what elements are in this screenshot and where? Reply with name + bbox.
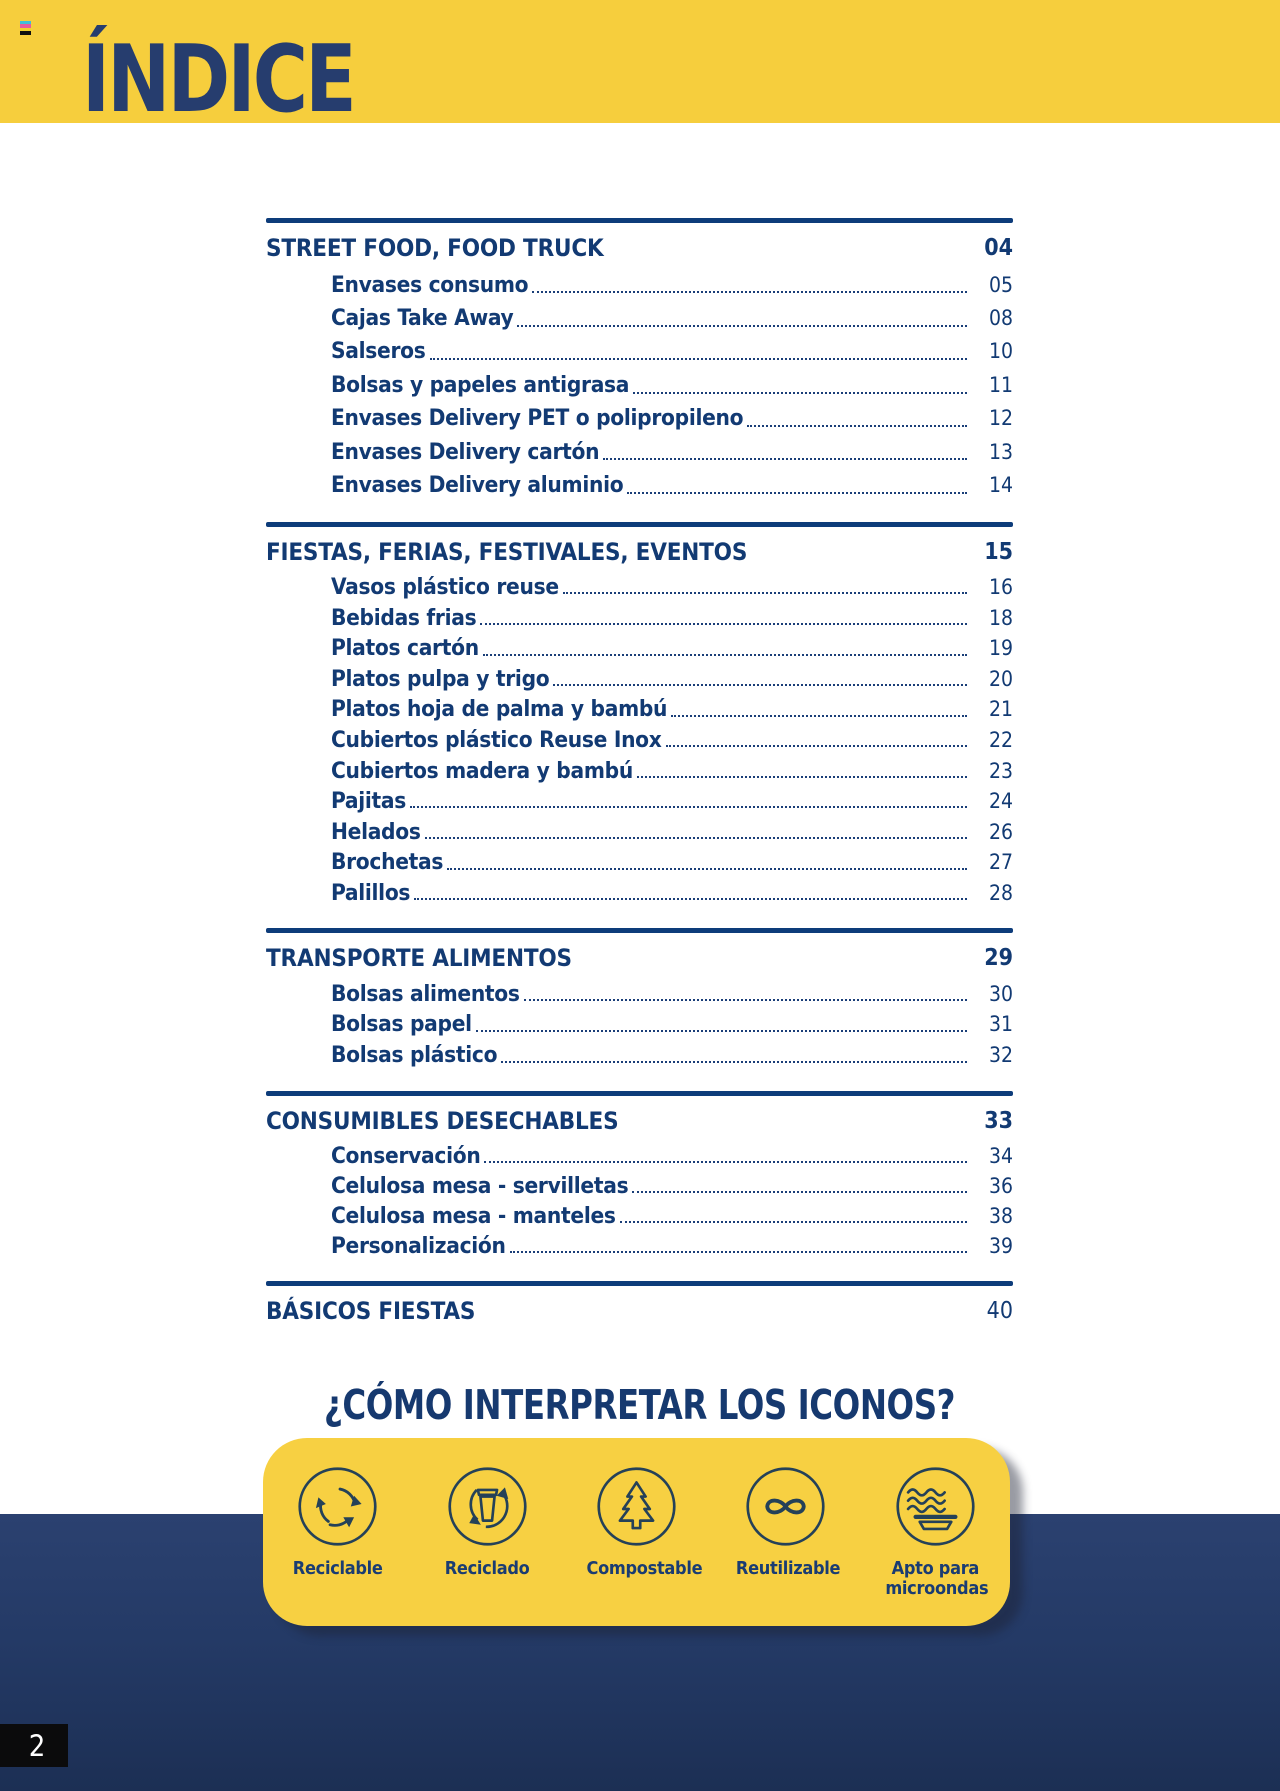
toc-entry[interactable] xyxy=(266,368,1013,401)
toc-entry-label: Bolsas y papeles antigrasa xyxy=(331,371,630,398)
toc-entry-page-number: 10 xyxy=(988,339,1013,364)
section-title: TRANSPORTE ALIMENTOS xyxy=(266,944,572,973)
toc-entry-page-number: 11 xyxy=(988,372,1013,397)
microwave-safe-icon xyxy=(894,1465,977,1548)
dotted-leader xyxy=(563,592,967,594)
toc-entry[interactable] xyxy=(266,1040,1013,1071)
toc-entry-page-number: 16 xyxy=(988,575,1013,600)
recycled-cup-icon xyxy=(446,1465,529,1548)
dotted-leader xyxy=(633,392,967,394)
dotted-leader xyxy=(483,654,967,656)
toc-entry-page-number: 22 xyxy=(988,728,1013,752)
toc-entry[interactable] xyxy=(266,468,1013,501)
legend-item-label: Compostable xyxy=(586,1558,703,1579)
toc-entry-label: Bolsas plástico xyxy=(331,1042,498,1069)
dotted-leader xyxy=(632,1191,967,1193)
toc-entry[interactable] xyxy=(266,978,1013,1009)
dotted-leader xyxy=(603,458,967,460)
toc-entry[interactable] xyxy=(266,402,1013,435)
toc-entry-label: Envases Delivery cartón xyxy=(331,438,600,465)
toc-entry[interactable] xyxy=(266,878,1013,909)
section-title: BÁSICOS FIESTAS xyxy=(266,1296,476,1325)
dotted-leader xyxy=(620,1221,967,1223)
toc-entry[interactable] xyxy=(266,633,1013,664)
toc-entry[interactable] xyxy=(266,572,1013,603)
toc-entry-label: Cubiertos madera y bambú xyxy=(331,757,633,784)
page-number-box xyxy=(0,1724,68,1767)
toc-entry-label: Bolsas alimentos xyxy=(331,980,520,1007)
dotted-leader xyxy=(671,715,967,717)
toc-entry[interactable] xyxy=(266,301,1013,334)
toc-entry[interactable] xyxy=(266,786,1013,817)
toc-entry-page-number: 32 xyxy=(988,1043,1013,1068)
toc-entry-label: Platos cartón xyxy=(331,635,479,662)
infinity-icon xyxy=(744,1465,827,1548)
table-of-contents xyxy=(266,218,1013,1331)
toc-entry-page-number: 13 xyxy=(988,439,1013,464)
toc-entry-page-number: 18 xyxy=(988,605,1013,630)
toc-entry-label: Envases Delivery aluminio xyxy=(331,472,624,499)
dotted-leader xyxy=(430,358,968,360)
toc-section xyxy=(266,522,1013,909)
dotted-leader xyxy=(484,1161,967,1163)
legend-item xyxy=(861,1465,1010,1599)
toc-entry-page-number: 31 xyxy=(988,1012,1013,1037)
section-header-row[interactable] xyxy=(266,223,1013,268)
toc-entry-page-number: 39 xyxy=(988,1233,1013,1258)
toc-entry[interactable] xyxy=(266,435,1013,468)
toc-entry-page-number: 12 xyxy=(988,406,1013,431)
toc-entry-label: Pajitas xyxy=(331,788,407,815)
toc-entry-page-number: 14 xyxy=(988,473,1013,498)
toc-entry-page-number: 19 xyxy=(988,636,1013,661)
toc-entry[interactable] xyxy=(266,755,1013,786)
dotted-leader xyxy=(627,492,967,494)
section-header-row[interactable] xyxy=(266,1096,1013,1141)
toc-entry[interactable] xyxy=(266,847,1013,878)
section-page-number: 33 xyxy=(984,1107,1013,1134)
dotted-leader xyxy=(501,1061,967,1063)
toc-entry-label: Celulosa mesa - manteles xyxy=(331,1202,616,1229)
legend-item-label: Reciclado xyxy=(444,1558,530,1579)
toc-entry[interactable] xyxy=(266,1171,1013,1201)
toc-entry-label: Platos pulpa y trigo xyxy=(331,665,550,692)
dotted-leader xyxy=(414,898,967,900)
toc-entry-label: Celulosa mesa - servilletas xyxy=(331,1172,629,1199)
toc-entry-label: Bebidas frias xyxy=(331,604,477,631)
section-title: STREET FOOD, FOOD TRUCK xyxy=(266,234,604,262)
toc-entry-page-number: 23 xyxy=(988,758,1013,783)
icons-legend-box xyxy=(263,1438,1010,1626)
section-items xyxy=(266,1141,1013,1261)
legend-item-label: Reutilizable xyxy=(735,1558,841,1579)
toc-entry-label: Cajas Take Away xyxy=(331,305,514,332)
dotted-leader xyxy=(747,425,967,427)
toc-entry-page-number: 20 xyxy=(988,666,1013,691)
dotted-leader xyxy=(666,745,967,747)
header-band xyxy=(0,0,1280,133)
dotted-leader xyxy=(532,291,967,293)
toc-entry[interactable] xyxy=(266,694,1013,725)
toc-entry[interactable] xyxy=(266,1231,1013,1261)
section-header-row[interactable] xyxy=(266,933,1013,978)
toc-entry-page-number: 38 xyxy=(988,1203,1013,1228)
toc-entry-label: Salseros xyxy=(331,338,426,365)
dotted-leader xyxy=(517,325,967,327)
toc-entry-page-number: 34 xyxy=(988,1143,1013,1168)
dotted-leader xyxy=(510,1251,967,1253)
toc-entry[interactable] xyxy=(266,664,1013,695)
dotted-leader xyxy=(476,1030,967,1032)
dotted-leader xyxy=(637,776,967,778)
section-page-number: 29 xyxy=(984,945,1013,972)
section-items xyxy=(266,978,1013,1070)
dotted-leader xyxy=(410,806,967,808)
page-title: ÍNDICE xyxy=(82,25,355,133)
toc-entry[interactable] xyxy=(266,335,1013,368)
section-page-number: 40 xyxy=(986,1297,1013,1324)
page-number: 2 xyxy=(28,1728,46,1763)
legend-item xyxy=(562,1465,711,1579)
section-header-row[interactable] xyxy=(266,527,1013,572)
toc-section xyxy=(266,218,1013,502)
toc-entry-page-number: 36 xyxy=(988,1173,1013,1198)
toc-section xyxy=(266,928,1013,1070)
section-items xyxy=(266,572,1013,909)
icons-legend-heading: ¿CÓMO INTERPRETAR LOS ICONOS? xyxy=(323,1381,956,1429)
dotted-leader xyxy=(524,999,967,1001)
legend-item-label: Reciclable xyxy=(292,1558,383,1579)
print-registration-mark xyxy=(20,21,31,35)
legend-item xyxy=(263,1465,412,1579)
section-title: FIESTAS, FERIAS, FESTIVALES, EVENTOS xyxy=(266,537,748,566)
legend-item-label: Apto para microondas xyxy=(885,1558,989,1600)
toc-entry[interactable] xyxy=(266,1009,1013,1040)
toc-entry-label: Platos hoja de palma y bambú xyxy=(331,696,668,723)
tree-icon xyxy=(595,1465,678,1548)
toc-entry[interactable] xyxy=(266,1141,1013,1171)
toc-entry-label: Conservación xyxy=(331,1142,481,1169)
recycle-icon xyxy=(296,1465,379,1548)
toc-entry-page-number: 24 xyxy=(988,789,1013,814)
section-header-row[interactable] xyxy=(266,1286,1013,1331)
toc-entry[interactable] xyxy=(266,1201,1013,1231)
toc-section xyxy=(266,1281,1013,1331)
section-page-number: 04 xyxy=(984,235,1013,261)
dotted-leader xyxy=(553,684,967,686)
toc-entry-label: Helados xyxy=(331,818,421,845)
toc-entry-page-number: 08 xyxy=(988,306,1013,331)
section-items xyxy=(266,268,1013,502)
toc-entry[interactable] xyxy=(266,816,1013,847)
toc-entry-label: Palillos xyxy=(331,879,411,906)
dotted-leader xyxy=(447,868,967,870)
toc-entry-label: Brochetas xyxy=(331,849,444,876)
toc-entry-label: Personalización xyxy=(331,1232,506,1259)
toc-entry-page-number: 21 xyxy=(988,697,1013,722)
toc-entry-page-number: 26 xyxy=(988,819,1013,844)
dotted-leader xyxy=(425,837,967,839)
toc-entry-label: Vasos plástico reuse xyxy=(331,574,559,601)
registration-bar xyxy=(20,31,31,34)
toc-entry-page-number: 27 xyxy=(988,850,1013,875)
toc-entry[interactable] xyxy=(266,268,1013,301)
toc-entry-label: Bolsas papel xyxy=(331,1011,472,1038)
toc-entry-label: Cubiertos plástico Reuse Inox xyxy=(331,727,662,753)
toc-entry[interactable] xyxy=(266,725,1013,756)
toc-entry-page-number: 28 xyxy=(988,880,1013,905)
toc-entry-label: Envases consumo xyxy=(331,271,529,298)
toc-section xyxy=(266,1091,1013,1261)
toc-entry[interactable] xyxy=(266,602,1013,633)
toc-entry-page-number: 05 xyxy=(988,272,1013,297)
legend-item xyxy=(412,1465,561,1579)
section-title: CONSUMIBLES DESECHABLES xyxy=(266,1106,619,1135)
section-page-number: 15 xyxy=(984,538,1013,565)
legend-item xyxy=(711,1465,860,1579)
toc-entry-page-number: 30 xyxy=(988,981,1013,1006)
dotted-leader xyxy=(480,623,967,625)
toc-entry-label: Envases Delivery PET o polipropileno xyxy=(331,405,744,432)
